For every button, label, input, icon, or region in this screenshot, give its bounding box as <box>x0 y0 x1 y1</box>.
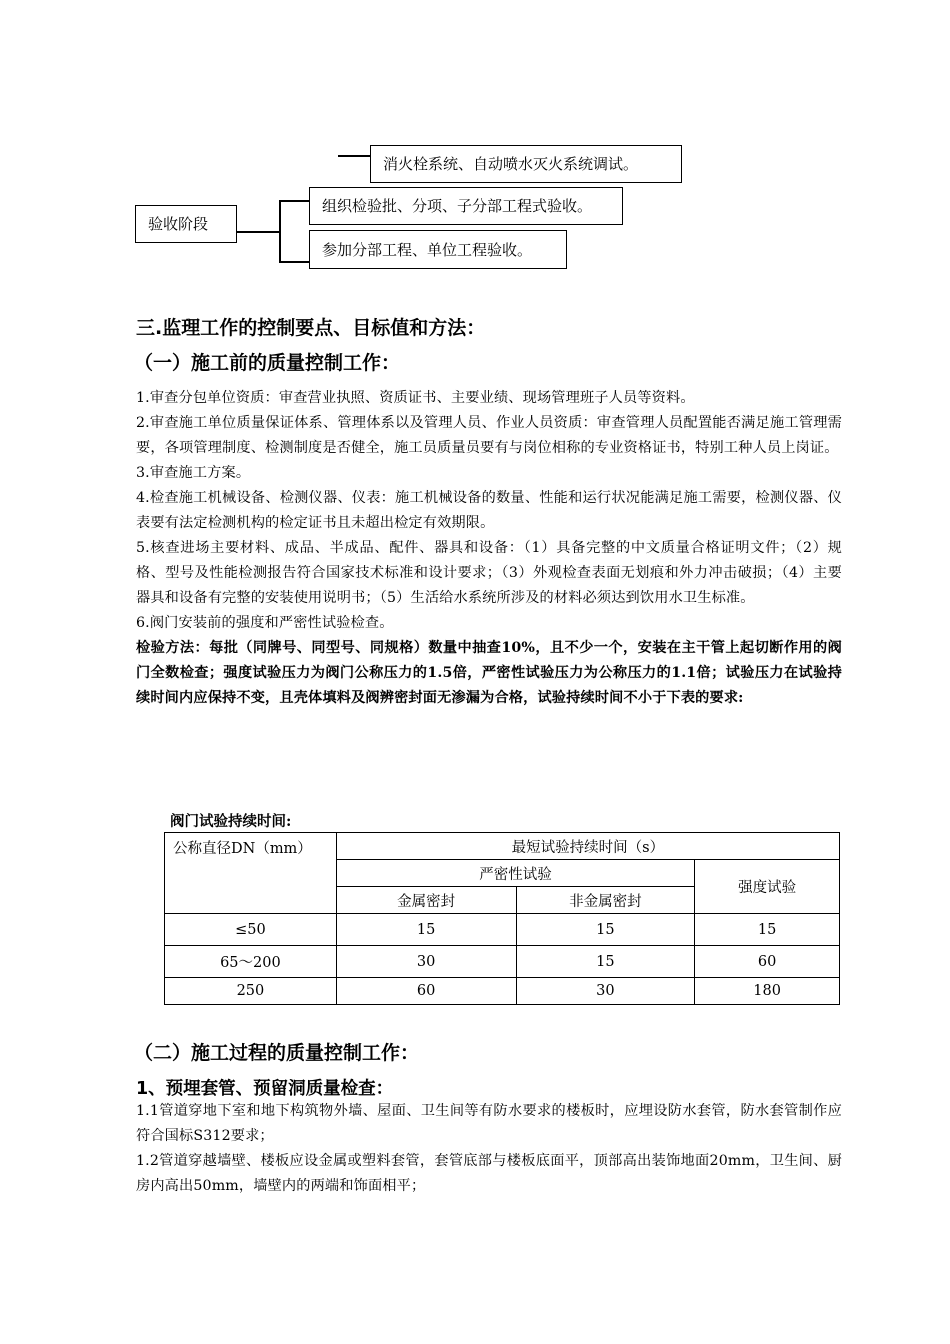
branch-box-3 <box>309 230 567 269</box>
section-heading: 三.监理工作的控制要点、目标值和方法： <box>136 317 486 339</box>
list-item: 2.审查施工单位质量保证体系、管理体系以及管理人员、作业人员资质：审查管理人员配置能否满足施工管理需要，各项管理制度、检测制度是否健全，施工员质量员要有与岗位相称的专业资格证书，特别工种人员上岗证。 <box>136 415 842 456</box>
branch-box-2 <box>309 187 623 225</box>
table-row <box>165 946 840 978</box>
cell-strength: 180 <box>695 978 840 1005</box>
connector-line <box>279 200 281 262</box>
cell-strength: 60 <box>695 946 840 978</box>
connector-line <box>338 155 370 157</box>
inspection-method: 检验方法：每批（同牌号、同型号、同规格）数量中抽查10%，且不少一个，安装在主干管上起切断作用的阀门全数检查；强度试验压力为阀门公称压力的1.5倍，严密性试验压力为公称压力的1.1倍；试验压力在试验持续时间内应保持不变，且壳体填料及阀辨密封面无渗漏为合格，试验持续时间不小于下表的要求: <box>136 640 842 706</box>
list-item: 6.阀门安装前的强度和严密性试验检查。 <box>136 615 394 631</box>
cell-dn: 250 <box>165 978 337 1005</box>
table-caption: 阀门试验持续时间: <box>170 813 292 830</box>
list-item: 1.审查分包单位资质：审查营业执照、资质证书、主要业绩、现场管理班子人员等资料。 <box>136 390 695 406</box>
list-item: 5.核查进场主要材料、成品、半成品、配件、器具和设备：（1）具备完整的中文质量合格证明文件；（2）规格、型号及性能检测报告符合国家技术标准和设计要求；（3）外观检查表面无划痕和外力冲击破损；（4）主要器具和设备有完整的安装使用说明书；（5）生活给水系统所涉及的材料必须达到饮用水卫生标准。 <box>136 540 842 606</box>
root-box <box>135 205 237 243</box>
cell-nonmetal: 15 <box>516 914 695 946</box>
header-min-duration: 最短试验持续时间（s） <box>336 833 839 860</box>
header-strength: 强度试验 <box>695 860 840 914</box>
cell-metal: 30 <box>336 946 516 978</box>
cell-nonmetal: 15 <box>516 946 695 978</box>
valve-test-table <box>164 832 840 1005</box>
connector-line <box>279 261 309 263</box>
cell-dn: 65～200 <box>165 946 337 978</box>
header-nonmetal: 非金属密封 <box>516 887 695 914</box>
header-dn: 公称直径DN（mm） <box>165 833 337 914</box>
cell-metal: 15 <box>336 914 516 946</box>
table-row <box>165 914 840 946</box>
list-item: 1.2管道穿越墙壁、楼板应设金属或塑料套管，套管底部与楼板底面平，顶部高出装饰地面20mm，卫生间、厨房内高出50mm，墙壁内的两端和饰面相平； <box>136 1153 842 1194</box>
subsection-heading-1: （一）施工前的质量控制工作： <box>134 352 401 374</box>
cell-dn: ≤50 <box>165 914 337 946</box>
list-item: 1.1管道穿地下室和地下构筑物外墙、屋面、卫生间等有防水要求的楼板时，应埋设防水套管，防水套管制作应符合国标S312要求； <box>136 1103 842 1144</box>
branch-label-3: 参加分部工程、单位工程验收。 <box>322 240 533 259</box>
cell-metal: 60 <box>336 978 516 1005</box>
connector-line <box>237 231 279 233</box>
header-metal: 金属密封 <box>336 887 516 914</box>
branch-box-1 <box>370 145 682 183</box>
subsection-heading-2: （二）施工过程的质量控制工作： <box>134 1042 420 1064</box>
connector-line <box>279 200 309 202</box>
root-label: 验收阶段 <box>148 215 209 233</box>
list-item: 4.检查施工机械设备、检测仪器、仪表：施工机械设备的数量、性能和运行状况能满足施工需要，检测仪器、仪表要有法定检测机构的检定证书且未超出检定有效期限。 <box>136 490 842 531</box>
branch-label-2: 组织检验批、分项、子分部工程式验收。 <box>322 197 593 215</box>
pre-construction-list <box>136 386 842 711</box>
cell-nonmetal: 30 <box>516 978 695 1005</box>
table-row <box>165 978 840 1005</box>
cell-strength: 15 <box>695 914 840 946</box>
branch-label-1: 消火栓系统、自动喷水灭火系统调试。 <box>383 155 639 173</box>
list-item: 3.审查施工方案。 <box>136 465 251 481</box>
header-tightness: 严密性试验 <box>336 860 694 887</box>
item-heading: 1、预埋套管、预留洞质量检查： <box>136 1079 394 1099</box>
construction-list <box>136 1099 842 1199</box>
